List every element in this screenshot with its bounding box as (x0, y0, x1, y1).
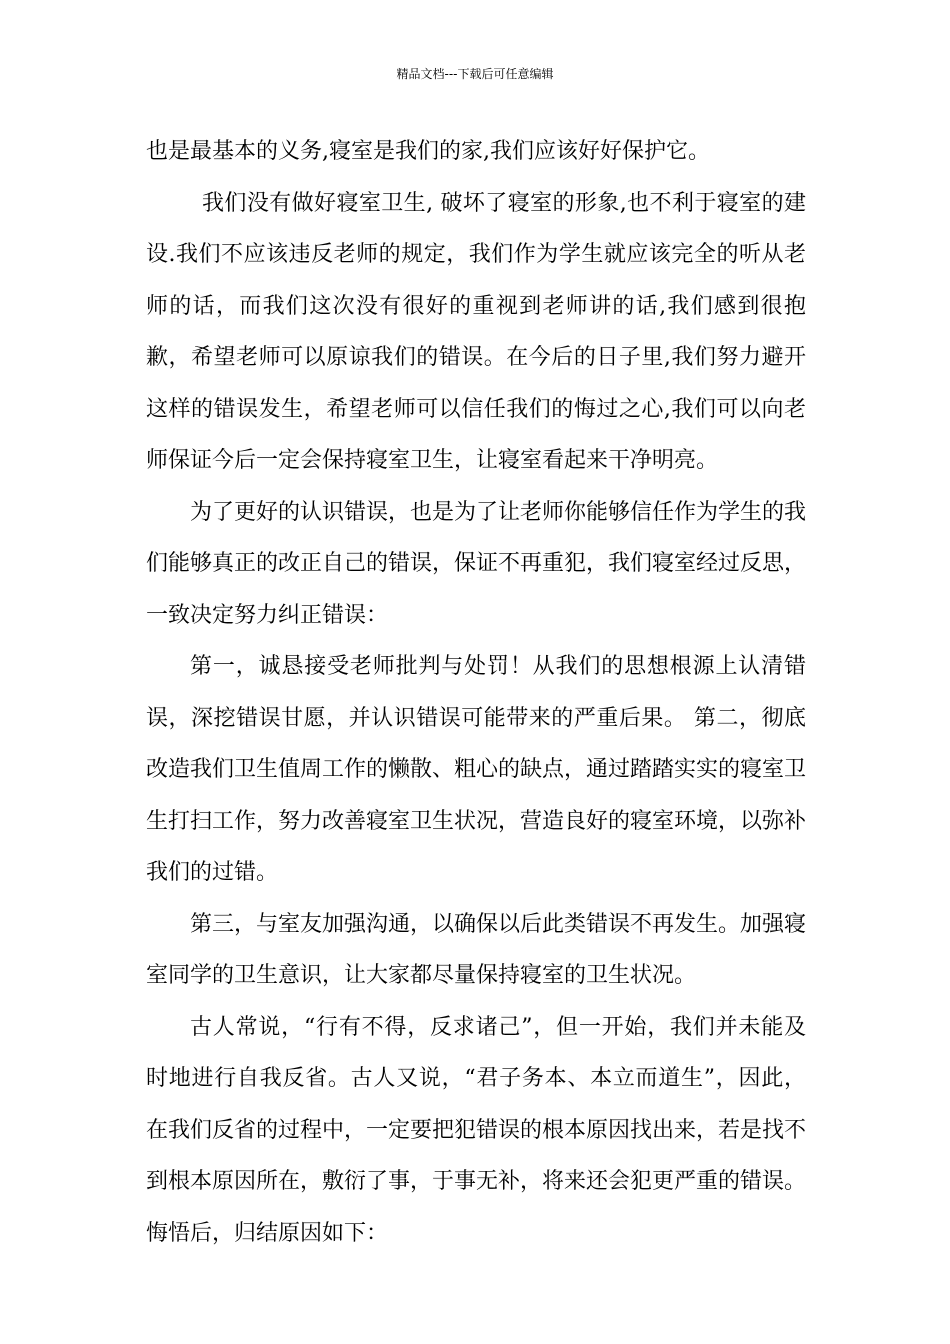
paragraph-4: 第一，诚恳接受老师批判与处罚！从我们的思想根源上认清错误，深挖错误甘愿，并认识错误可能带来的严重后果。 第二，彻底改造我们卫生值周工作的懒散、粗心的缺点，通过踏踏实实的寝室卫生打扫工作，努力改善寝室卫生状况，营造良好的寝室环境，以弥补我们的过错。 (146, 654, 807, 885)
document-body (146, 126, 806, 1259)
paragraph-6: 古人常说，“行有不得，反求诸己”，但一开始，我们并未能及时地进行自我反省。古人又说，“君子务本、本立而道生”，因此，在我们反省的过程中，一定要把犯错误的根本原因找出来，若是找不到根本原因所在，敷衍了事，于事无补，将来还会犯更严重的错误。悔悟后，归结原因如下： (146, 1014, 807, 1246)
page-header: 精品文档---下载后可任意编辑 (396, 67, 554, 81)
paragraph-5: 第三，与室友加强沟通，以确保以后此类错误不再发生。加强寝室同学的卫生意识，让大家都尽量保持寝室的卫生状况。 (146, 911, 807, 988)
paragraph-2: 我们没有做好寝室卫生, 破坏了寝室的形象,也不利于寝室的建设.我们不应该违反老师的规定，我们作为学生就应该完全的听从老师的话，而我们这次没有很好的重视到老师讲的话,我们感到很抱歉，希望老师可以原谅我们的错误。在今后的日子里,我们努力避开这样的错误发生，希望老师可以信任我们的悔过之心,我们可以向老师保证今后一定会保持寝室卫生，让寝室看起来干净明亮。 (146, 190, 806, 473)
paragraph-1: 也是最基本的义务,寝室是我们的家,我们应该好好保护它。 (146, 139, 710, 164)
paragraph-3: 为了更好的认识错误，也是为了让老师你能够信任作为学生的我们能够真正的改正自己的错误，保证不再重犯，我们寝室经过反思，一致决定努力纠正错误： (146, 499, 807, 628)
